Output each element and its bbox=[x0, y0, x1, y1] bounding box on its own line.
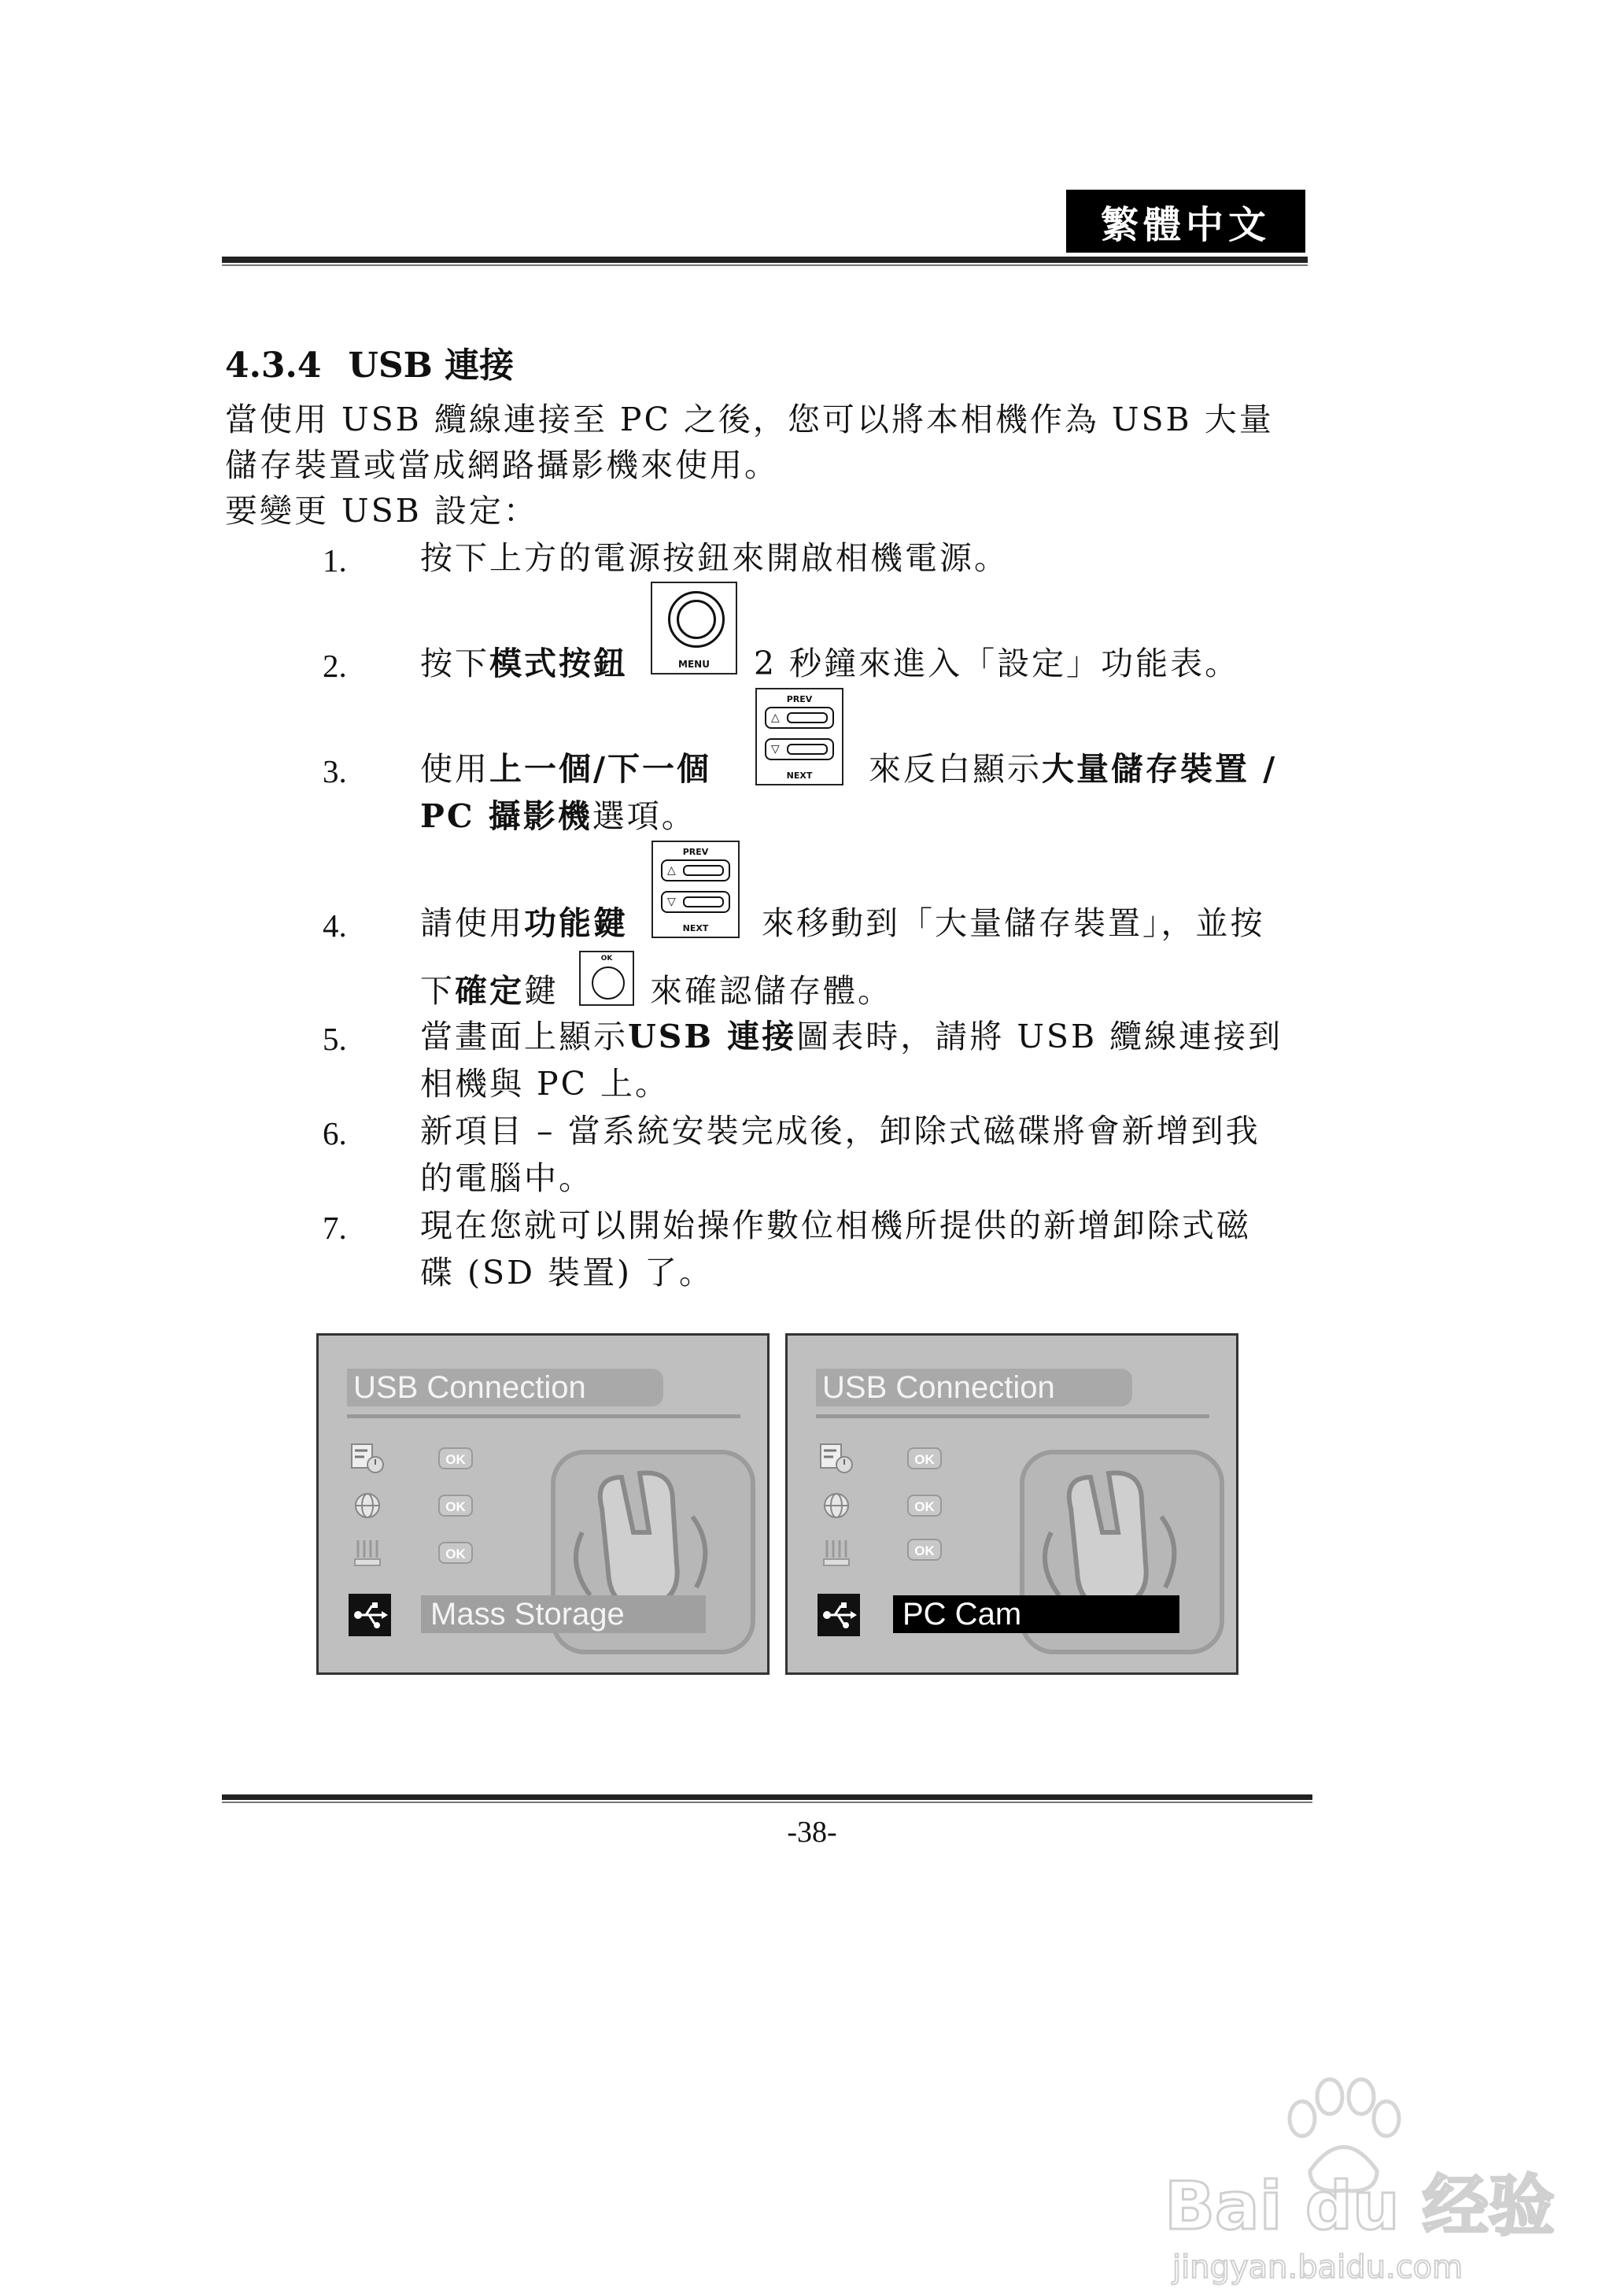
top-rule bbox=[222, 257, 1308, 263]
step-1-text: 按下上方的電源按鈕來開啟相機電源。 bbox=[420, 539, 1009, 577]
step-2-pre: 按下 bbox=[420, 645, 489, 682]
prev-next-button-icon: PREV △ ▽ NEXT bbox=[755, 688, 843, 785]
step-5-emph: USB 連接 bbox=[628, 1018, 797, 1055]
step-4-emph: 功能鍵 bbox=[524, 904, 628, 942]
watermark-brand: Bai du 经验 bbox=[1164, 2168, 1555, 2245]
step-5-line-b: 相機與 PC 上。 bbox=[420, 1065, 670, 1103]
selected-option: Mass Storage bbox=[421, 1595, 706, 1633]
step-4-post: 來移動到「大量儲存裝置」，並按 bbox=[762, 904, 1265, 942]
step-4-line2-mid: 鍵 bbox=[524, 972, 559, 1010]
usb-icon bbox=[349, 1594, 391, 1636]
bottom-rule-thin bbox=[222, 1802, 1312, 1803]
step-4-line2-post: 來確認儲存體。 bbox=[650, 972, 892, 1010]
screen-pc-cam bbox=[785, 1333, 1238, 1675]
step-4-pre: 請使用 bbox=[420, 904, 524, 942]
step-2-number: 2. bbox=[323, 648, 347, 684]
step-3-number: 3. bbox=[323, 753, 347, 789]
step-3-line-b bbox=[420, 793, 696, 839]
step-4-line2-pre: 下 bbox=[420, 972, 455, 1010]
step-3-line-a bbox=[420, 746, 711, 792]
step-2-emph: 模式按鈕 bbox=[489, 645, 628, 682]
ok-badge: OK bbox=[907, 1539, 942, 1561]
selected-option: PC Cam bbox=[893, 1595, 1179, 1633]
step-7-line-a: 現在您就可以開始操作數位相機所提供的新增卸除式磁 bbox=[420, 1207, 1251, 1244]
step-3-post: 來反白顯示 bbox=[869, 750, 1042, 788]
step-7-line-b: 碟 (SD 裝置) 了。 bbox=[420, 1254, 714, 1292]
step-5-number: 5. bbox=[323, 1021, 347, 1057]
section-number: 4.3.4 bbox=[225, 346, 322, 386]
language-globe-icon bbox=[350, 1490, 385, 1521]
next-label: NEXT bbox=[786, 771, 813, 781]
step-4-line-b-pre bbox=[420, 968, 559, 1014]
step-2-post: 2 秒鐘來進入「設定」功能表。 bbox=[754, 645, 1240, 682]
bottom-rule bbox=[222, 1794, 1312, 1800]
settings-clock-icon bbox=[819, 1443, 854, 1474]
step-3-pre: 使用 bbox=[420, 750, 489, 788]
page-number: -38- bbox=[787, 1816, 837, 1849]
flicker-icon bbox=[819, 1537, 854, 1569]
section-heading bbox=[225, 337, 514, 387]
step-3-line2-emph: PC 攝影機 bbox=[420, 797, 592, 835]
step-3-line-a-post bbox=[869, 746, 1277, 792]
watermark-url: jingyan.baidu.com bbox=[1172, 2249, 1463, 2286]
intro-line-2: 儲存裝置或當成網路攝影機來使用。 bbox=[225, 446, 779, 484]
flicker-icon bbox=[350, 1537, 385, 1569]
prev-label-2: PREV bbox=[682, 847, 709, 857]
ok-badge: OK bbox=[438, 1542, 473, 1564]
section-title: USB 連接 bbox=[348, 346, 515, 386]
ok-badge: OK bbox=[907, 1495, 942, 1517]
baidu-watermark bbox=[1141, 2053, 1582, 2289]
prev-label: PREV bbox=[786, 694, 813, 704]
step-1-number: 1. bbox=[323, 542, 347, 578]
settings-clock-icon bbox=[350, 1443, 385, 1474]
step-5-pre: 當畫面上顯示 bbox=[420, 1018, 628, 1055]
ok-badge: OK bbox=[907, 1447, 942, 1469]
usb-icon bbox=[818, 1594, 860, 1636]
step-4-line-a bbox=[420, 900, 628, 946]
top-rule-thin bbox=[222, 264, 1308, 266]
step-4-line2-emph: 確定 bbox=[455, 972, 524, 1010]
step-5-post: 圖表時，請將 USB 纜線連接到 bbox=[796, 1018, 1283, 1055]
step-6-line-b: 的電腦中。 bbox=[420, 1159, 593, 1197]
function-key-icon: PREV △ ▽ NEXT bbox=[651, 841, 740, 938]
screen-title: USB Connection bbox=[347, 1369, 663, 1406]
intro-line-3: 要變更 USB 設定： bbox=[225, 492, 538, 530]
intro-line-1: 當使用 USB 纜線連接至 PC 之後，您可以將本相機作為 USB 大量 bbox=[225, 401, 1274, 438]
ok-badge: OK bbox=[438, 1447, 473, 1469]
screen-title: USB Connection bbox=[816, 1369, 1132, 1406]
ok-badge: OK bbox=[438, 1495, 473, 1517]
ok-button-label: OK bbox=[600, 955, 613, 963]
step-7-number: 7. bbox=[323, 1210, 347, 1246]
language-label: 繁體中文 bbox=[1066, 190, 1305, 253]
menu-button-icon bbox=[651, 582, 737, 674]
step-6-number: 6. bbox=[323, 1115, 347, 1151]
step-6-line-a: 新項目 – 當系統安裝完成後，卸除式磁碟將會新增到我 bbox=[420, 1112, 1260, 1150]
language-globe-icon bbox=[819, 1490, 854, 1521]
step-3-line2-post: 選項。 bbox=[592, 797, 696, 835]
step-4-number: 4. bbox=[323, 907, 347, 944]
next-label-2: NEXT bbox=[682, 923, 709, 933]
screen-mass-storage bbox=[316, 1333, 770, 1675]
step-5-line-a bbox=[420, 1014, 1283, 1059]
step-3-emph2: 大量儲存裝置 / bbox=[1042, 750, 1278, 788]
step-3-emph: 上一個/下一個 bbox=[489, 750, 711, 788]
menu-button-label: MENU bbox=[678, 659, 710, 670]
step-2-line-a bbox=[420, 641, 628, 686]
ok-button-icon bbox=[579, 951, 634, 1006]
